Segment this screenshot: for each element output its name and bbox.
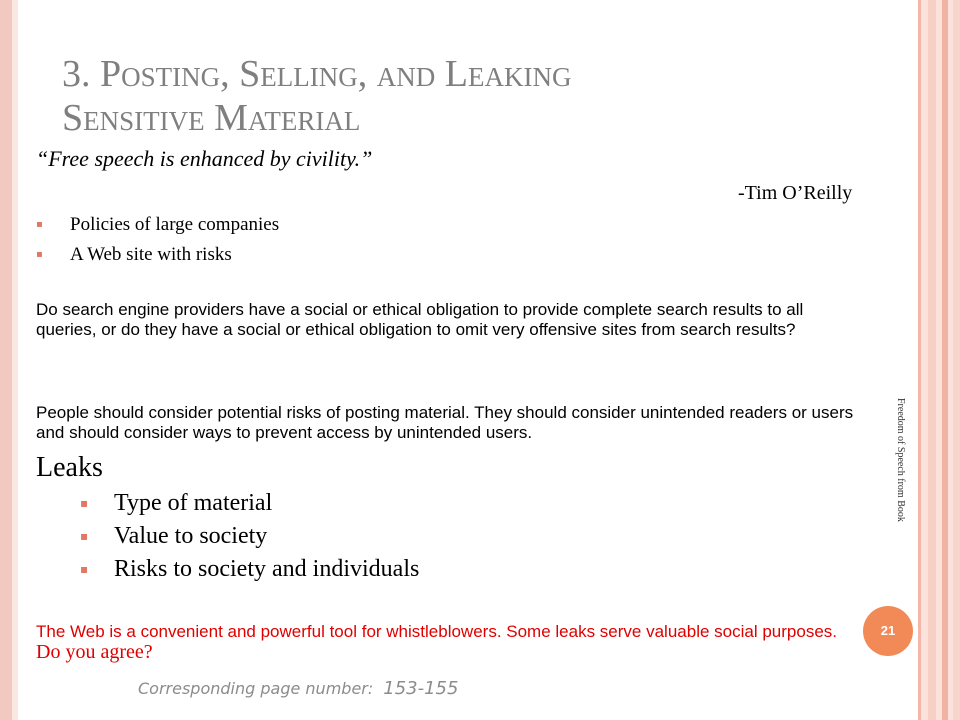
square-bullet-icon: ▪	[36, 249, 43, 260]
leaks-list	[80, 487, 419, 586]
list-item: ▪ Risks to society and individuals	[80, 553, 419, 586]
square-bullet-icon: ▪	[80, 562, 89, 576]
right-border-decoration	[918, 0, 960, 720]
left-border-stripe	[12, 0, 18, 720]
list-item: ▪ Value to society	[80, 520, 419, 553]
paragraph-posting-risks: People should consider potential risks of posting material. They should consider unintended readers or users and should consider ways to prevent access by unintended users.	[36, 403, 854, 442]
list-item: ▪ A Web site with risks	[36, 240, 279, 270]
slide-title: 3. Posting, Selling, and Leaking Sensitive Material	[62, 53, 572, 139]
bullet-list	[36, 210, 279, 270]
footer-vertical-text: Freedom of Speech from Book	[895, 398, 906, 522]
discussion-question: The Web is a convenient and powerful tool for whistleblowers. Some leaks serve valuable social purposes. Do you agree?	[36, 622, 837, 663]
page-reference: Corresponding page number: 153-155	[138, 678, 459, 699]
list-item: ▪ Type of material	[80, 487, 419, 520]
paragraph-search-engines: Do search engine providers have a social or ethical obligation to provide complete search results to all queries, or do they have a social or ethical obligation to omit very offensive sites from search results?	[36, 300, 804, 339]
square-bullet-icon: ▪	[36, 219, 43, 230]
list-item: ▪ Policies of large companies	[36, 210, 279, 240]
quote-attribution: -Tim O’Reilly	[738, 182, 853, 204]
leaks-heading: Leaks	[36, 452, 103, 483]
square-bullet-icon: ▪	[80, 496, 89, 510]
square-bullet-icon: ▪	[80, 529, 89, 543]
left-border-decoration	[0, 0, 12, 720]
quote: “Free speech is enhanced by civility.”	[36, 146, 373, 171]
slide-number-badge: 21	[863, 606, 913, 656]
